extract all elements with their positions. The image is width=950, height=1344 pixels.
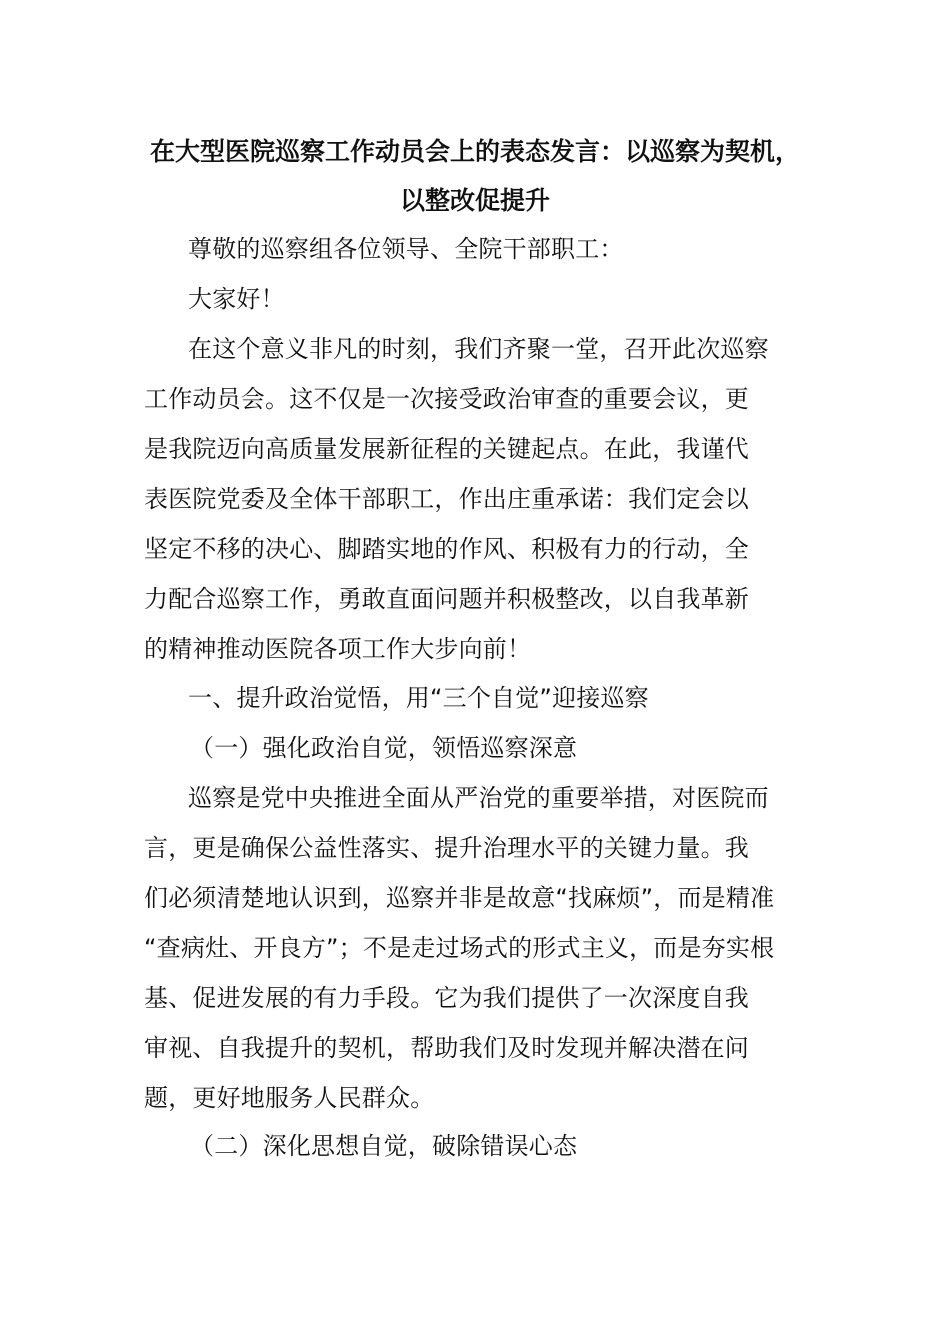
paragraph-1-line: 力配合巡察工作，勇敢直面问题并积极整改，以自我革新 <box>144 585 749 613</box>
paragraph-1-line: 表医院党委及全体干部职工，作出庄重承诺：我们定会以 <box>144 485 749 513</box>
greeting: 大家好！ <box>188 285 285 313</box>
paragraph-1-line: 的精神推动医院各项工作大步向前！ <box>144 635 532 663</box>
paragraph-2-line: 们必须清楚地认识到，巡察并非是故意“找麻烦”，而是精准 <box>144 884 775 912</box>
subsection-heading-2: （二）深化思想自觉，破除错误心态 <box>190 1132 578 1160</box>
document-title-line-1: 在大型医院巡察工作动员会上的表态发言：以巡察为契机， <box>149 137 800 166</box>
paragraph-2-line: 基、促进发展的有力手段。它为我们提供了一次深度自我 <box>144 984 749 1012</box>
paragraph-1-line: 在这个意义非凡的时刻，我们齐聚一堂，召开此次巡察 <box>188 335 769 363</box>
paragraph-1-line: 是我院迈向高质量发展新征程的关键起点。在此，我谨代 <box>144 435 749 463</box>
paragraph-1-line: 坚定不移的决心、脚踏实地的作风、积极有力的行动，全 <box>144 535 749 563</box>
paragraph-2-line: 题，更好地服务人民群众。 <box>144 1084 435 1112</box>
salutation: 尊敬的巡察组各位领导、全院干部职工： <box>188 235 624 263</box>
section-heading-1: 一、提升政治觉悟，用“三个自觉”迎接巡察 <box>188 684 649 712</box>
paragraph-2-line: 审视、自我提升的契机，帮助我们及时发现并解决潜在问 <box>144 1034 749 1062</box>
paragraph-2-line: 言，更是确保公益性落实、提升治理水平的关键力量。我 <box>144 834 749 862</box>
paragraph-1-line: 工作动员会。这不仅是一次接受政治审查的重要会议，更 <box>144 385 749 413</box>
paragraph-2-line: “查病灶、开良方”；不是走过场式的形式主义，而是夯实根 <box>144 934 775 962</box>
subsection-heading-1: （一）强化政治自觉，领悟巡察深意 <box>190 734 578 762</box>
paragraph-2-line: 巡察是党中央推进全面从严治党的重要举措，对医院而 <box>188 784 769 812</box>
document-title-line-2: 以整改促提升 <box>399 186 550 215</box>
